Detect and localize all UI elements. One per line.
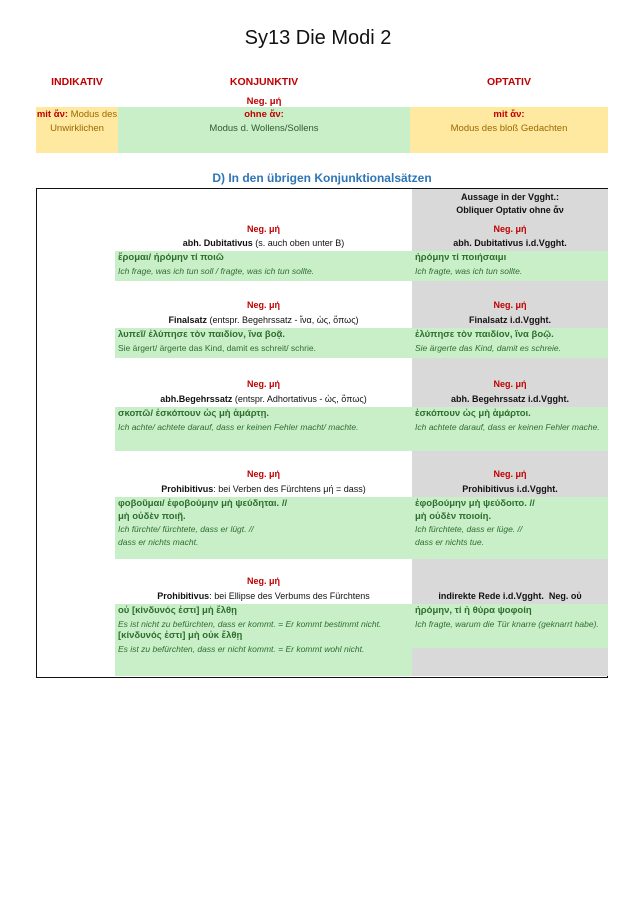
block5-label-rest: : bei Ellipse des Verbums des Fürchtens	[209, 591, 370, 601]
block4-right-translation-2: dass er nichts tue.	[415, 536, 484, 547]
header-indikativ: INDIKATIV	[51, 76, 103, 88]
block3-label-rest: (entspr. Adhortativus - ὡς, ὅπως)	[232, 394, 367, 404]
block1-label-bold: abh. Dubitativus	[182, 238, 253, 248]
block5-left-translation: Es ist nicht zu befürchten, dass er kommt. = Er kommt bestimmt nicht.	[118, 618, 382, 629]
konjunktiv-text: Modus d. Wollens/Sollens	[209, 123, 319, 134]
konjunktiv-negation: Neg. μή	[246, 96, 282, 107]
block4-right-greek-2: μὴ οὐδὲν ποιοίη.	[415, 510, 492, 522]
block5-label	[115, 589, 412, 604]
block3-right-translation: Ich achtete darauf, dass er keinen Fehler mache.	[415, 421, 600, 432]
indikativ-box	[36, 107, 118, 153]
block5-left-example	[115, 604, 412, 676]
block4-right-translation: Ich fürchtete, dass er lüge. //	[415, 524, 523, 534]
right-header-line2: Obliquer Optativ ohne ἄν	[456, 204, 564, 215]
block2-left-example	[115, 328, 412, 358]
right-header-line1: Aussage in der Vgght.:	[460, 192, 559, 202]
block3-left-example	[115, 407, 412, 451]
block4-left-example	[115, 497, 412, 559]
block5-right-example	[412, 604, 608, 648]
block1-neg-left: Neg. μή	[246, 224, 280, 234]
block2-left-translation: Sie ärgert/ ärgerte das Kind, damit es schreit/ schrie.	[118, 342, 316, 353]
block4-right-label: Prohibitivus i.d.Vgght.	[462, 484, 558, 494]
block4-label	[115, 482, 412, 497]
block4-right-example	[412, 497, 608, 559]
section-title: D) In den übrigen Konjunktionalsätzen	[212, 171, 432, 185]
block5-right-translation: Ich fragte, warum die Tür knarre (geknarrt habe).	[415, 618, 599, 629]
block4-label-bold: Prohibitivus	[161, 484, 214, 494]
block1-right-label: abh. Dubitativus i.d.Vgght.	[453, 238, 567, 248]
block5-label-bold: Prohibitivus	[157, 591, 210, 601]
block3-neg-right: Neg. μή	[493, 379, 527, 389]
block1-neg-right: Neg. μή	[493, 224, 527, 234]
indikativ-text: Modus des Unwirklichen	[50, 109, 118, 134]
block4-left-translation-2: dass er nichts macht.	[118, 536, 199, 547]
header-konjunktiv: KONJUNKTIV	[229, 76, 299, 88]
block2-label	[115, 313, 412, 328]
block5-right-label	[412, 589, 608, 604]
block4-left-greek-2: μὴ οὐδὲν ποιῇ.	[118, 510, 186, 522]
block1-right-example	[412, 251, 608, 281]
block1-left-example	[115, 251, 412, 281]
block2-right-greek: ἐλύπησε τὸν παιδίον, ἵνα βοῷ.	[415, 329, 554, 340]
block5-neg-left: Neg. μή	[246, 576, 280, 586]
block3-label	[115, 392, 412, 407]
block4-right-greek: ἐφοβούμην μὴ ψεύδοιτο. //	[415, 498, 535, 509]
block2-right-label: Finalsatz i.d.Vgght.	[468, 315, 551, 325]
konjunktiv-box	[118, 107, 410, 153]
right-header	[412, 190, 608, 217]
optativ-particle: mit ἄν:	[493, 109, 525, 120]
block3-label-bold: abh.Begehrssatz	[160, 394, 233, 404]
block2-left-greek: λυπεῖ/ ἐλύπησε τὸν παιδίον, ἵνα βοᾷ.	[118, 329, 285, 340]
block5-right-negation: Neg. οὐ	[548, 591, 582, 601]
block1-label	[115, 236, 412, 251]
konjunktiv-particle: ohne ἄν:	[244, 109, 284, 120]
block2-neg-left: Neg. μή	[246, 300, 280, 310]
block5-left-translation-2: Es ist zu befürchten, dass er nicht kommt. = Er kommt wohl nicht.	[118, 643, 365, 654]
block1-right-greek: ἠρόμην τί ποιήσαιμι	[415, 252, 507, 263]
block3-left-translation: Ich achte/ achtete darauf, dass er keinen Fehler macht/ machte.	[118, 421, 359, 432]
block3-right-label: abh. Begehrssatz i.d.Vgght.	[450, 394, 569, 404]
block4-left-greek: φοβοῦμαι/ ἐφοβούμην μὴ ψεύδηται. //	[118, 498, 288, 509]
block4-left-translation: Ich fürchte/ fürchtete, dass er lügt. //	[118, 524, 254, 534]
block2-right-example	[412, 328, 608, 358]
optativ-text: Modus des bloß Gedachten	[450, 123, 568, 134]
block2-right-translation: Sie ärgerte das Kind, damit es schreie.	[415, 342, 561, 353]
block2-label-bold: Finalsatz	[168, 315, 207, 325]
block3-right-greek: ἐσκόπουν ὡς μὴ ἁμάρτοι.	[415, 408, 531, 419]
header-optativ: OPTATIV	[487, 76, 531, 88]
block3-left-greek: σκοπῶ/ ἐσκόπουν ὡς μὴ ἁμάρτῃ.	[118, 408, 270, 419]
block5-left-greek-2: [κίνδυνός ἐστι] μὴ οὐκ ἔλθῃ	[118, 630, 243, 641]
block1-label-rest: (s. auch oben unter B)	[252, 238, 345, 248]
block4-neg-left: Neg. μή	[246, 469, 280, 479]
indikativ-particle: mit ἄν:	[36, 109, 69, 120]
block5-left-greek: οὐ [κίνδυνός ἐστι] μὴ ἔλθῃ	[118, 605, 237, 616]
conjunctional-clauses-table	[36, 188, 608, 678]
block4-neg-right: Neg. μή	[493, 469, 527, 479]
block2-label-rest: (entspr. Begehrssatz - ἵνα, ὡς, ὅπως)	[206, 315, 359, 325]
block1-right-translation: Ich fragte, was ich tun sollte.	[415, 265, 523, 276]
block1-left-translation: Ich frage, was ich tun soll / fragte, was ich tun sollte.	[118, 265, 315, 276]
block5-right-greek: ἠρόμην, τί ἡ θύρα ψοφοίη	[415, 605, 532, 616]
page-title: Sy13 Die Modi 2	[244, 27, 392, 49]
block4-label-rest: : bei Verben des Fürchtens μή = dass)	[213, 484, 366, 494]
block1-left-greek: ἔρομαι/ ἠρόμην τί ποιῶ	[118, 252, 224, 263]
optativ-box	[410, 107, 608, 153]
block3-right-example	[412, 407, 608, 451]
block3-neg-left: Neg. μή	[246, 379, 280, 389]
block2-neg-right: Neg. μή	[493, 300, 527, 310]
block5-right-label-text: indirekte Rede i.d.Vgght.	[438, 591, 544, 601]
